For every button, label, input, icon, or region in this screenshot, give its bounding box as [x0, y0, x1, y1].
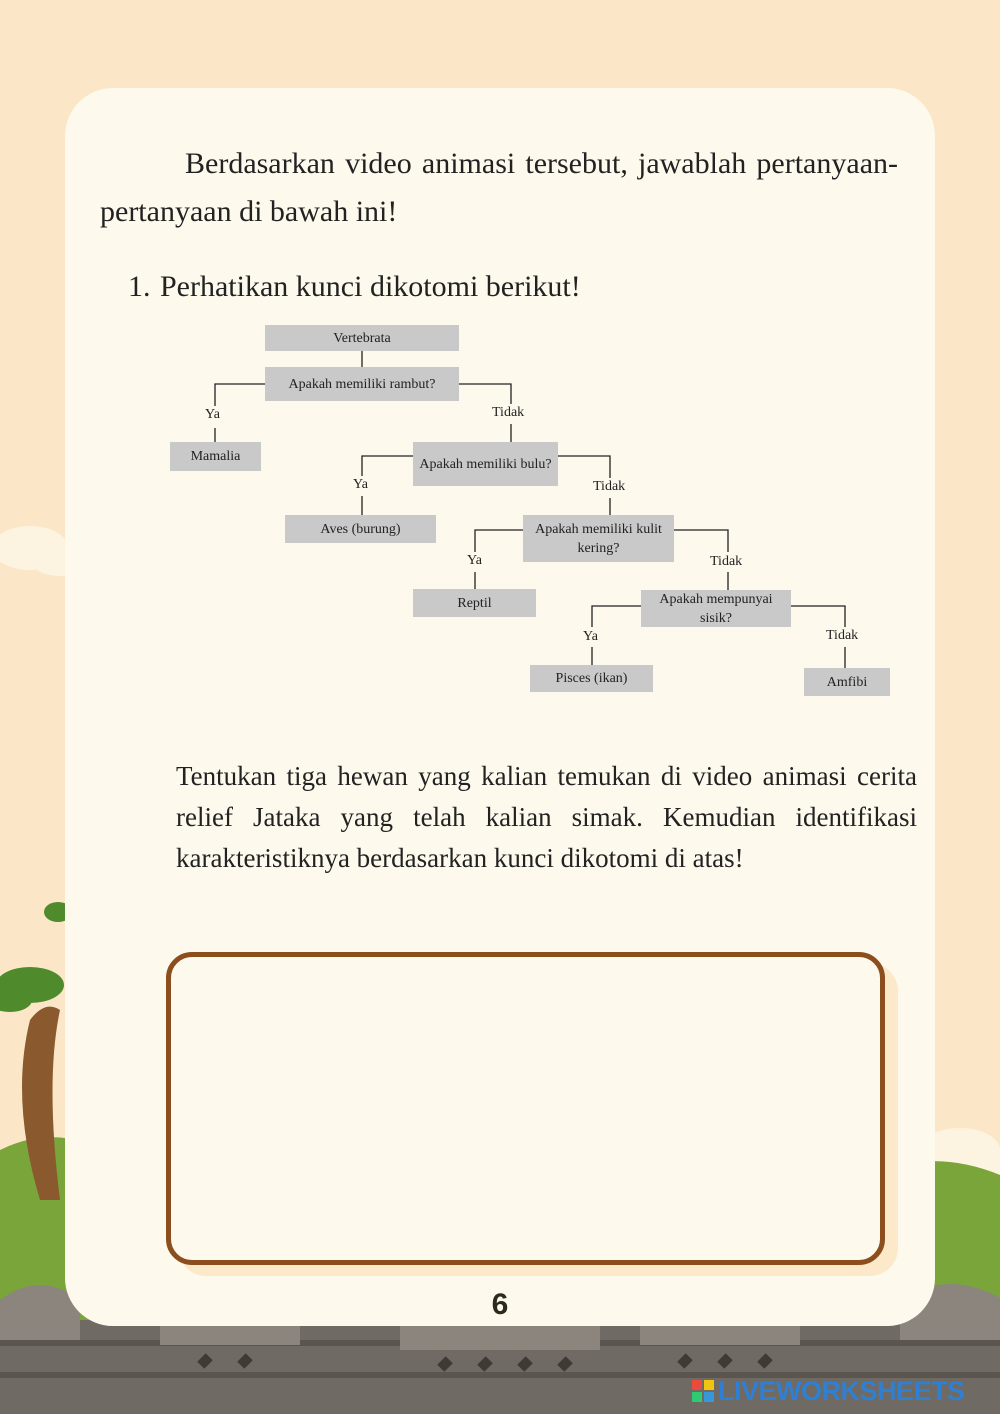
branch-label-no: Tidak	[826, 628, 859, 643]
watermark-text: LIVEWORKSHEETS	[718, 1375, 965, 1406]
question-number: 1.	[128, 270, 151, 303]
branch-label-no: Tidak	[710, 554, 743, 569]
key-node-vertebrata: Vertebrata	[265, 325, 459, 351]
branch-label-yes: Ya	[205, 407, 220, 422]
liveworksheets-watermark	[692, 1376, 965, 1406]
key-question-sisik: Apakah mempunyai sisik?	[641, 590, 791, 627]
branch-label-yes: Ya	[353, 477, 368, 492]
answer-text-area[interactable]	[166, 952, 885, 1265]
branch-label-no: Tidak	[593, 479, 626, 494]
key-result-aves: Aves (burung)	[285, 515, 436, 543]
page-number: 6	[491, 1288, 509, 1321]
key-result-amfibi: Amfibi	[804, 668, 890, 696]
branch-label-no: Tidak	[492, 405, 525, 420]
key-result-reptil: Reptil	[413, 589, 536, 617]
key-result-mamalia: Mamalia	[170, 442, 261, 471]
question-text: Perhatikan kunci dikotomi berikut!	[160, 270, 581, 303]
branch-label-yes: Ya	[583, 629, 598, 644]
branch-label-yes: Ya	[467, 553, 482, 568]
key-result-pisces: Pisces (ikan)	[530, 665, 653, 692]
intro-instruction: Berdasarkan video animasi tersebut, jawablah pertanyaan-pertanyaan di bawah ini!	[100, 147, 898, 228]
liveworksheets-logo-icon	[692, 1380, 714, 1402]
key-question-rambut: Apakah memiliki rambut?	[265, 367, 459, 401]
task-instruction: Tentukan tiga hewan yang kalian temukan di video animasi cerita relief Jataka yang telah kalian simak. Kemudian identifikasi karakteristiknya berdasarkan kunci dikotomi di atas!	[176, 761, 917, 873]
key-question-bulu: Apakah memiliki bulu?	[413, 442, 558, 486]
key-question-kulit-kering: Apakah memiliki kulit kering?	[523, 515, 674, 562]
